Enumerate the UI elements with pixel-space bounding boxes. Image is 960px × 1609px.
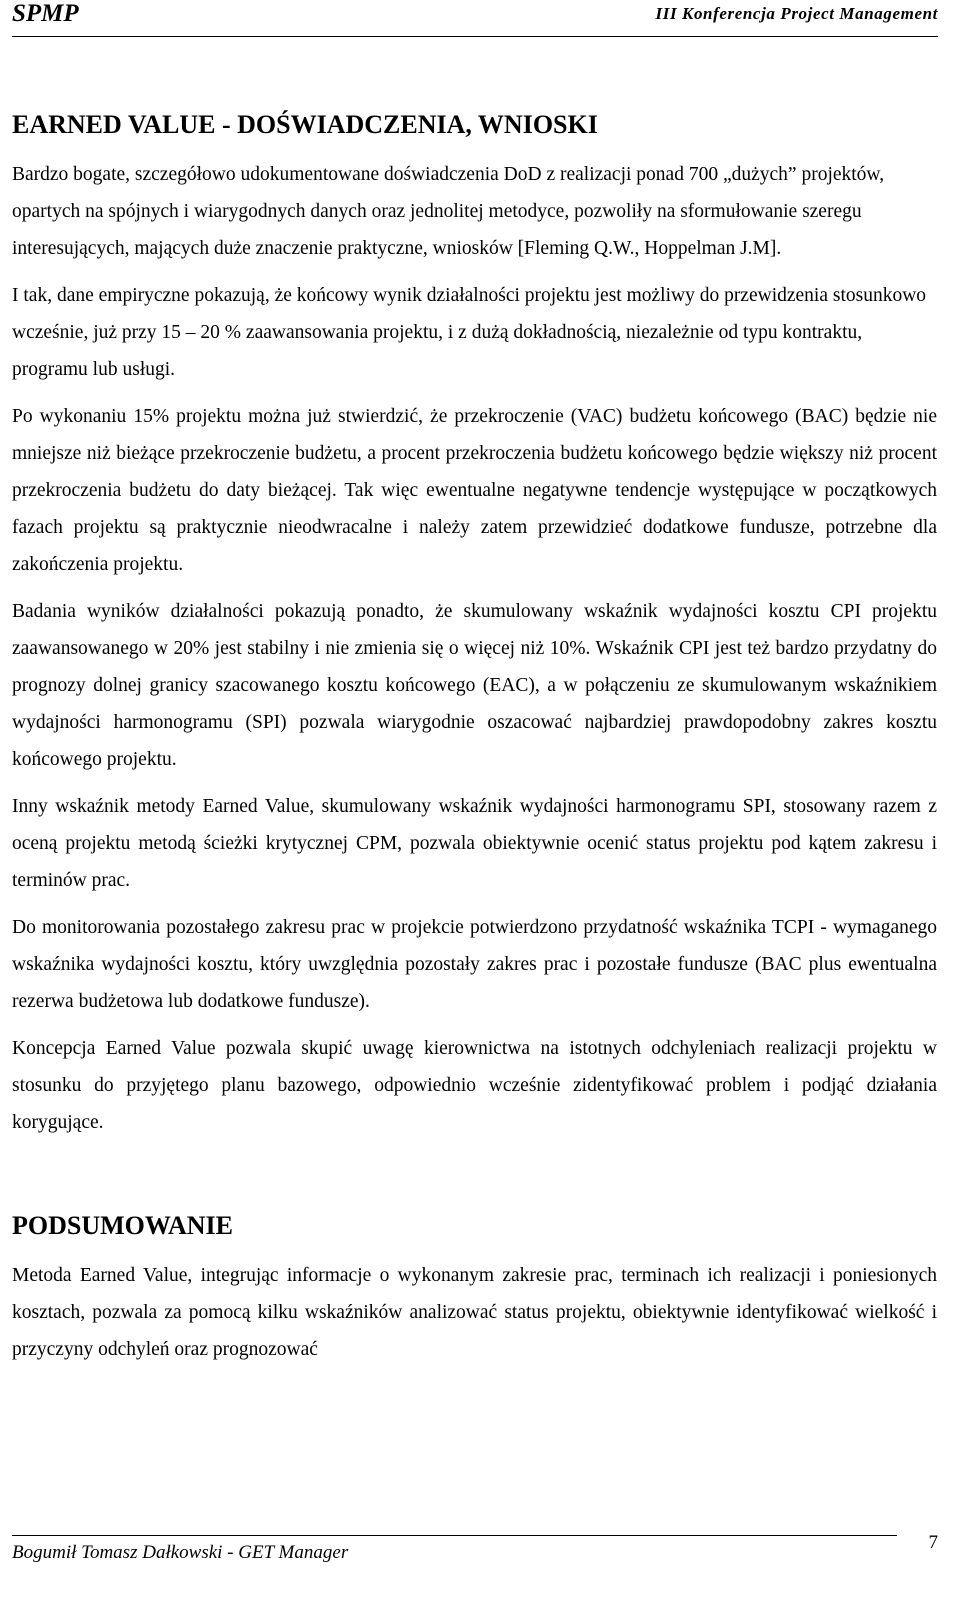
- footer-author: Bogumił Tomasz Dałkowski - GET Manager: [12, 1542, 349, 1563]
- page-footer: [12, 1532, 938, 1602]
- paragraph: Do monitorowania pozostałego zakresu prac w projekcie potwierdzono przydatność wskaźnika TCPI - wymaganego wskaźnika wydajności kosztu, który uwzględnia pozostały zakres prac i pozostałe fundusze (BAC plus ewentualna rezerwa budżetowa lub dodatkowe fundusze).: [12, 917, 937, 1012]
- paragraph: I tak, dane empiryczne pokazują, że końcowy wynik działalności projektu jest możliwy do przewidzenia stosunkowo wcześnie, już przy 15 – 20 % zaawansowania projektu, i z dużą dokładnością, niezależnie od typu kontraktu, programu lub usługi.: [12, 285, 927, 380]
- section-title-summary: PODSUMOWANIE: [12, 1211, 234, 1240]
- section-title-earned-value: EARNED VALUE - DOŚWIADCZENIA, WNIOSKI: [12, 110, 598, 139]
- footer-divider: [12, 1535, 897, 1536]
- section-spacer: [12, 1151, 937, 1209]
- paragraph: Po wykonaniu 15% projektu można już stwierdzić, że przekroczenie (VAC) budżetu końcowego (BAC) będzie nie mniejsze niż bieżące przekroczenie budżetu, a procent przekroczenia budżetu końcowego będzie większy niż procent przekroczenia budżetu do daty bieżącej. Tak więc ewentualne negatywne tendencje występujące w początkowych fazach projektu są praktycznie nieodwracalne i należy zatem przewidzieć dodatkowe fundusze, potrzebne dla zakończenia projektu.: [12, 406, 937, 575]
- page-number: 7: [928, 1532, 938, 1553]
- paragraph: Inny wskaźnik metody Earned Value, skumulowany wskaźnik wydajności harmonogramu SPI, stosowany razem z oceną projektu metodą ścieżki krytycznej CPM, pozwala obiektywnie ocenić status projektu pod kątem zakresu i terminów prac.: [12, 796, 937, 891]
- document-body: [12, 108, 937, 1378]
- header-logo-text: SPMP: [12, 0, 79, 27]
- paragraph: Koncepcja Earned Value pozwala skupić uwagę kierownictwa na istotnych odchyleniach realizacji projektu w stosunku do przyjętego planu bazowego, odpowiednio wcześnie zidentyfikować problem i podjąć działania korygujące.: [12, 1038, 937, 1133]
- paragraph: Metoda Earned Value, integrując informacje o wykonanym zakresie prac, terminach ich realizacji i poniesionych kosztach, pozwala za pomocą kilku wskaźników analizować status projektu, obiektywnie identyfikować wielkość i przyczyny odchyleń oraz prognozować: [12, 1265, 937, 1360]
- paragraph: Badania wyników działalności pokazują ponadto, że skumulowany wskaźnik wydajności kosztu CPI projektu zaawansowanego w 20% jest stabilny i nie zmienia się o więcej niż 10%. Wskaźnik CPI jest też bardzo przydatny do prognozy dolnej granicy szacowanego kosztu końcowego (EAC), a w połączeniu ze skumulowanym wskaźnikiem wydajności harmonogramu (SPI) pozwala wiarygodnie oszacować najbardziej prawdopodobny zakres kosztu końcowego projektu.: [12, 601, 937, 770]
- header-conference-title: III Konferencja Project Management: [655, 4, 938, 23]
- page-header: [12, 0, 938, 37]
- paragraph: Bardzo bogate, szczegółowo udokumentowane doświadczenia DoD z realizacji ponad 700 „dużych” projektów, opartych na spójnych i wiarygodnych danych oraz jednolitej metodyce, pozwoliły na sformułowanie szeregu interesujących, mających duże znaczenie praktyczne, wniosków [Fleming Q.W., Hoppelman J.M].: [12, 164, 885, 259]
